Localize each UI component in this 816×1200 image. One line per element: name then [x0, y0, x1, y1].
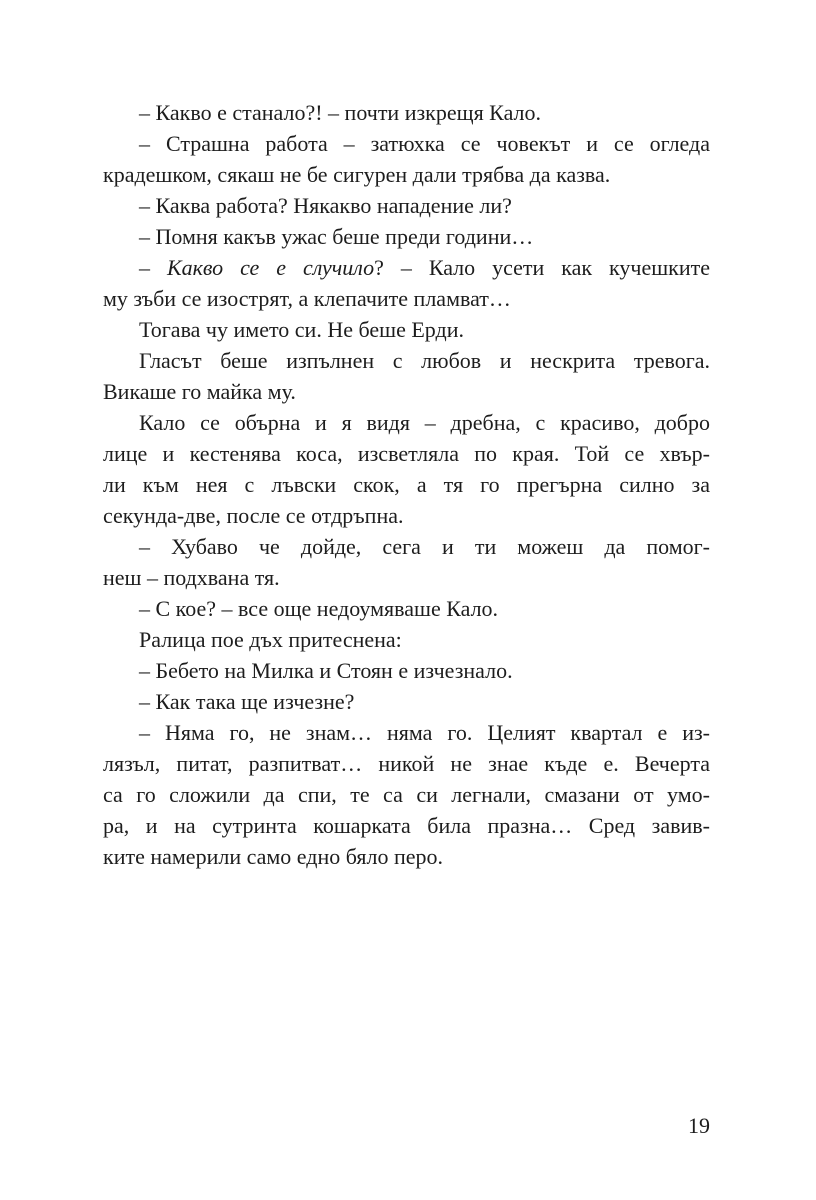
- text-segment: – С кое? – все още недоумяваше Кало.: [139, 596, 499, 621]
- text-segment: – Как така ще изчезне?: [139, 689, 355, 714]
- italic-text-segment: Какво се е случило: [166, 255, 375, 280]
- text-segment: Ралица пое дъх притеснена:: [139, 627, 402, 652]
- text-line: [103, 531, 710, 562]
- text-line: [103, 469, 710, 500]
- text-line: [103, 221, 710, 252]
- text-segment: – Бебето на Милка и Стоян е изчезнало.: [139, 658, 513, 683]
- text-segment: – Какво е станало?! – почти изкрещя Кало.: [139, 100, 542, 125]
- text-segment: – Помня какъв ужас беше преди години…: [139, 224, 534, 249]
- text-line: [103, 593, 710, 624]
- text-line: [103, 252, 710, 283]
- text-line: [103, 314, 710, 345]
- text-line: [103, 562, 710, 593]
- text-segment: секунда-две, после се отдръпна.: [103, 503, 404, 528]
- text-segment: ? – Кало усети как кучешките: [374, 255, 710, 280]
- text-line: [103, 283, 710, 314]
- text-line: [103, 686, 710, 717]
- text-segment: са го сложили да спи, те са си легнали, смазани от умо-: [103, 782, 710, 807]
- text-segment: неш – подхвана тя.: [103, 565, 280, 590]
- text-segment: ра, и на сутринта кошарката била празна… Сред завив-: [103, 813, 710, 838]
- text-line: [103, 717, 710, 748]
- text-segment: Тогава чу името си. Не беше Ерди.: [139, 317, 464, 342]
- text-line: [103, 407, 710, 438]
- text-line: [103, 190, 710, 221]
- text-segment: –: [139, 255, 167, 280]
- text-line: [103, 624, 710, 655]
- text-segment: крадешком, сякаш не бе сигурен дали трябва да казва.: [103, 162, 611, 187]
- page-number: 19: [688, 1113, 710, 1138]
- text-line: [103, 841, 710, 872]
- text-line: [103, 500, 710, 531]
- text-segment: му зъби се изострят, а клепачите пламват…: [103, 286, 511, 311]
- text-segment: – Каква работа? Някакво нападение ли?: [139, 193, 512, 218]
- text-segment: Викаше го майка му.: [103, 379, 296, 404]
- text-line: [103, 97, 710, 128]
- text-segment: ките намерили само едно бяло перо.: [103, 844, 444, 869]
- text-segment: ли към нея с лъвски скок, а тя го прегърна силно за: [103, 472, 710, 497]
- text-segment: лязъл, питат, разпитват… никой не знае къде е. Вечерта: [103, 751, 710, 776]
- text-line: [103, 748, 710, 779]
- text-line: [103, 376, 710, 407]
- text-segment: Гласът беше изпълнен с любов и нескрита тревога.: [139, 348, 710, 373]
- text-line: [103, 810, 710, 841]
- text-segment: – Хубаво че дойде, сега и ти можеш да помог-: [139, 534, 710, 559]
- text-segment: лице и кестенява коса, изсветляла по края. Той се хвър-: [103, 441, 710, 466]
- text-line: [103, 779, 710, 810]
- text-segment: – Страшна работа – затюхка се човекът и се огледа: [139, 131, 710, 156]
- text-line: [103, 128, 710, 159]
- text-line: [103, 655, 710, 686]
- text-segment: – Няма го, не знам… няма го. Целият квартал е из-: [139, 720, 710, 745]
- text-line: [103, 345, 710, 376]
- text-line: [103, 159, 710, 190]
- text-line: [103, 438, 710, 469]
- text-segment: Кало се обърна и я видя – дребна, с красиво, добро: [139, 410, 710, 435]
- page-text: [103, 97, 710, 872]
